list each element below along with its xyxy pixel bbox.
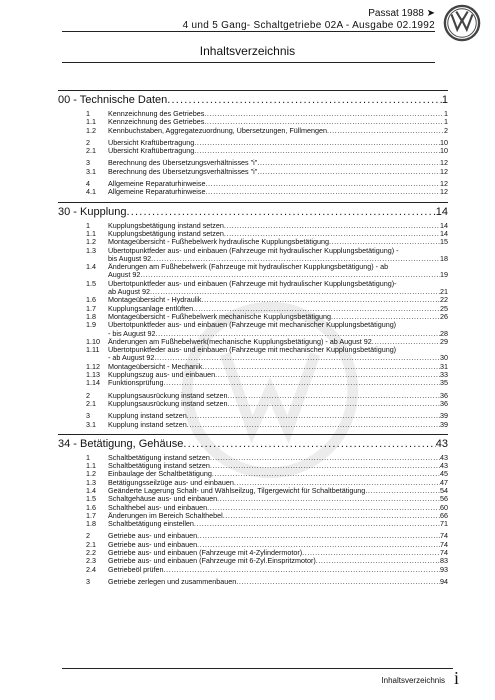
entry-page: 14 [440,221,448,230]
entry-page: 93 [440,565,448,574]
entry-title: Übertotpunktfeder aus- und einbauen (Fahrzeuge mit hydraulischer Kupplungsbetätigung) - [108,246,399,255]
entry-number: 1.5 [86,494,96,504]
entry-page: 10 [440,147,448,156]
entry-page: 83 [440,557,448,566]
toc-entry[interactable] [58,566,448,574]
toc-entry[interactable] [58,139,448,147]
entry-number: 3.1 [86,419,96,429]
leader-dots [187,412,440,420]
entry-number: 2.2 [86,548,96,558]
table-of-contents [58,90,448,591]
toc-entry[interactable] [58,147,448,155]
entry-number: 2.1 [86,539,96,549]
leader-dots [201,296,440,304]
entry-number: 1.10 [86,336,100,346]
section-heading[interactable] [58,202,448,218]
entry-number: 1.13 [86,370,100,380]
entry-title: Berechnung des Übersetzungsverhältnisses "i" [108,159,258,168]
toc-entry[interactable] [58,247,448,264]
entry-number: 1.6 [86,295,96,305]
leader-dots [197,532,440,540]
entry-number: 2.1 [86,146,96,156]
entry-title: Kupplungsausrückung instand setzen [108,399,228,408]
leader-dots [164,379,440,387]
entry-page: 19 [440,271,448,280]
entry-title: Montageübersicht - Fußhebelwerk hydraulische Kupplungsbetätigung [108,238,329,247]
leader-dots [202,363,440,371]
leader-dots [331,313,440,321]
leader-dots [217,495,440,503]
entry-title: Schaltbetätigung instand setzen [108,462,210,471]
entry-title: Montageübersicht - Fußhebelwerk mechanische Kupplungsbetätigung [108,312,331,321]
entry-number: 1.5 [86,278,96,288]
entry-title: Kupplungsausrückung instand setzen [108,391,228,400]
entry-page: 2 [444,126,448,135]
leader-dots [140,271,440,279]
leader-dots [150,288,440,296]
entry-number: 1 [86,220,90,230]
entry-page: 26 [440,312,448,321]
title-rule [62,62,435,63]
entry-title: Getriebe aus- und einbauen (Fahrzeuge mit 4-Zylindermotor) [108,549,303,558]
entry-title: Getriebe aus- und einbauen (Fahrzeuge mit 6-Zyl.Einspritzmotor) [108,557,316,566]
entry-page: 12 [440,159,448,168]
entry-number: 1.3 [86,245,96,255]
toc-entry[interactable] [58,487,448,495]
toc-entry[interactable] [58,313,448,321]
entry-page: 43 [440,462,448,471]
entry-title: Getriebe aus- und einbauen [108,540,198,549]
entry-title: Funktionsprüfung [108,379,164,388]
model-label: Passat 1988 ➤ [368,8,435,19]
footer-rule [62,668,453,669]
toc-section [58,90,448,197]
entry-page: 21 [440,288,448,297]
toc-entry[interactable] [58,222,448,230]
toc-entry[interactable] [58,421,448,429]
section-heading[interactable] [58,434,448,450]
entry-title: Allgemeine Reparaturhinweise [108,188,206,197]
toc-entry[interactable] [58,305,448,313]
entry-title: Änderungen am Fußhebelwerk (Fahrzeuge mit hydraulischer Kupplungsbetätigung) - ab [108,263,389,272]
entry-title: Übersicht Kraftübertragung [108,138,195,147]
toc-section [58,202,448,429]
leader-dots [316,557,440,565]
entry-page: 43 [440,453,448,462]
entry-number: 1.9 [86,320,96,330]
entry-page: 12 [440,188,448,197]
entry-title-cont: August 92 [108,271,141,280]
entry-page: 36 [440,391,448,400]
entry-number: 2 [86,390,90,400]
leader-dots [205,188,440,196]
entry-page: 1 [444,110,448,118]
entry-title: Übertotpunktfeder aus- und einbauen (Fahrzeuge mit mechanischer Kupplungsbetätigung) [108,321,397,330]
leader-dots [194,139,440,147]
section-label: 30 - Kupplung [58,205,127,218]
leader-dots [234,479,440,487]
entry-title: Kupplungszug aus- und einbauen [108,371,216,380]
leader-dots [223,512,440,520]
entry-title: Übersicht Kraftübertragung [108,147,195,156]
entry-page: 14 [440,229,448,238]
entry-title-cont: ab August 92 [108,288,150,297]
entry-number: 4.1 [86,187,96,197]
entry-page: 54 [440,486,448,495]
leader-dots [127,206,436,218]
section-page: 14 [435,205,448,218]
entry-number: 1.6 [86,502,96,512]
entry-page: 1 [444,118,448,127]
entry-number: 3 [86,411,90,421]
leader-dots [227,400,440,408]
toc-entry[interactable] [58,400,448,408]
leader-dots [329,238,440,246]
entry-page: 74 [440,549,448,558]
entry-number: 1.2 [86,237,96,247]
entry-title-cont: - bis August 92 [108,329,156,338]
entry-title: Übertotpunktfeder aus- und einbauen (Fahrzeuge mit hydraulischer Kupplungsbetätigung)- [108,279,397,288]
toc-entry[interactable] [58,296,448,304]
leader-dots [224,222,440,230]
entry-number: 2 [86,531,90,541]
entry-title: Übertotpunktfeder aus- und einbauen (Fahrzeuge mit mechanischer Kupplungsbetätigung) [108,346,397,355]
entry-number: 2.4 [86,564,96,574]
entry-title: Kennbuchstaben, Aggregatezuordnung, Übersetzungen, Füllmengen [108,126,327,135]
entry-page: 36 [440,399,448,408]
entry-number: 3 [86,576,90,586]
toc-entry[interactable] [58,557,448,565]
leader-dots [164,566,440,574]
leader-dots [207,504,440,512]
leader-dots [193,305,440,313]
toc-entry[interactable] [58,541,448,549]
leader-dots [194,147,440,155]
toc-entry[interactable] [58,549,448,557]
toc-entry[interactable] [58,321,448,338]
entry-number: 1 [86,452,90,462]
entry-page: 45 [440,470,448,479]
leader-dots [156,330,440,338]
leader-dots [151,255,440,263]
entry-page: 12 [440,180,448,189]
entry-title: Montageübersicht - Mechanik [108,362,203,371]
entry-page: 35 [440,379,448,388]
header-rule [62,31,435,32]
toc-entry[interactable] [58,159,448,167]
toc-entry[interactable] [58,392,448,400]
toc-entry[interactable] [58,532,448,540]
section-page: 43 [435,437,448,450]
toc-entry[interactable] [58,127,448,135]
entry-number: 1.1 [86,117,96,127]
page-title: Inhaltsverzeichnis [199,44,296,58]
leader-dots [204,110,444,118]
entry-number: 1.8 [86,519,96,529]
leader-dots [257,168,440,176]
entry-title: Kennzeichnung des Getriebes [108,110,205,118]
entry-page: 74 [440,540,448,549]
leader-dots [187,421,440,429]
leader-dots [372,338,440,346]
toc-entry[interactable] [58,230,448,238]
entry-title: Einbaulage der Schaltbetätigung [108,470,212,479]
leader-dots [194,520,440,528]
leader-dots [215,371,440,379]
entry-title: Allgemeine Reparaturhinweise [108,180,206,189]
entry-number: 3 [86,158,90,168]
entry-title: Änderungen am Fußhebelwerk(mechanische Kupplungsbetätigung) - ab August 92 [108,337,372,346]
entry-page: 12 [440,167,448,176]
entry-number: 2 [86,137,90,147]
toc-entry[interactable] [58,238,448,246]
entry-page: 66 [440,511,448,520]
toc-section [58,434,448,586]
entry-page: 22 [440,296,448,305]
entry-page: 15 [440,238,448,247]
entry-title: Schaltbetätigung instand setzen [108,453,210,462]
toc-entry[interactable] [58,495,448,503]
leader-dots [167,94,442,106]
entry-title: Getriebeöl prüfen [108,565,164,574]
entry-number: 1.8 [86,311,96,321]
leader-dots [236,578,440,586]
entry-page: 71 [440,520,448,529]
entry-page: 60 [440,503,448,512]
entry-page: 30 [440,354,448,363]
leader-dots [365,487,440,495]
entry-number: 1.7 [86,303,96,313]
toc-entry[interactable] [58,479,448,487]
entry-page: 33 [440,371,448,380]
entry-number: 1.12 [86,361,100,371]
toc-entry[interactable] [58,280,448,297]
entry-page: 10 [440,138,448,147]
entry-title: Kupplungsanlage entlüften [108,304,194,313]
entry-number: 1.1 [86,461,96,471]
entry-title: Schaltgehäuse aus- und einbauen [108,495,218,504]
entry-number: 1.4 [86,485,96,495]
leader-dots [154,354,440,362]
leader-dots [183,438,435,450]
toc-entry[interactable] [58,379,448,387]
entry-title: Kennzeichnung des Getriebes [108,118,205,127]
toc-entry[interactable] [58,520,448,528]
toc-entry[interactable] [58,338,448,346]
toc-entry[interactable] [58,462,448,470]
entry-page: 39 [440,420,448,429]
toc-entry[interactable] [58,118,448,126]
toc-entry[interactable] [58,363,448,371]
entry-title: Berechnung des Übersetzungsverhältnisses "i" [108,167,258,176]
entry-number: 2.1 [86,398,96,408]
entry-title: Schaltbetätigung einstellen [108,520,194,529]
toc-entry[interactable] [58,470,448,478]
entry-number: 1.1 [86,228,96,238]
entry-title: Kupplung instand setzen [108,420,187,429]
toc-entry[interactable] [58,188,448,196]
entry-title: Kupplungsbetätigung instand setzen [108,221,224,230]
page-number-mark: i [453,668,459,688]
toc-entry[interactable] [58,504,448,512]
entry-number: 1.2 [86,469,96,479]
entry-number: 1.14 [86,378,100,388]
leader-dots [197,541,440,549]
toc-entry[interactable] [58,263,448,280]
toc-entry[interactable] [58,578,448,586]
leader-dots [257,159,440,167]
leader-dots [212,470,440,478]
page-footer [0,668,495,692]
leader-dots [227,392,440,400]
entry-title: Schalthebel aus- und einbauen [108,503,208,512]
entry-number: 2.3 [86,556,96,566]
entry-title: Geänderte Lagerung Schalt- und Wählseilzug, Tilgergewicht für Schaltbetätigung [108,486,366,495]
entry-title: Getriebe aus- und einbauen [108,532,198,541]
section-label: 00 - Technische Daten [58,94,168,106]
entry-title-cont: - ab August 92 [108,354,155,363]
entry-title: Montageübersicht - Hydraulik [108,296,202,305]
entry-number: 1.3 [86,477,96,487]
footer-label: Inhaltsverzeichnis [381,676,445,685]
section-heading[interactable] [58,90,448,106]
leader-dots [302,549,440,557]
leader-dots [204,118,444,126]
entry-number: 1.7 [86,510,96,520]
entry-number: 1.4 [86,262,96,272]
leader-dots [327,127,444,135]
toc-entry[interactable] [58,454,448,462]
entry-page: 39 [440,412,448,421]
leader-dots [210,462,440,470]
leader-dots [205,180,440,188]
entry-page: 74 [440,532,448,541]
section-page: 1 [441,94,448,106]
entry-title: Änderungen im Bereich Schalthebel [108,511,223,520]
entry-page: 25 [440,304,448,313]
entry-page: 94 [440,577,448,586]
toc-entry[interactable] [58,346,448,363]
entry-title-cont: bis August 92 [108,254,152,263]
leader-dots [210,454,440,462]
section-label: 34 - Betätigung, Gehäuse [58,437,184,450]
entry-number: 3.1 [86,166,96,176]
entry-page: 29 [440,337,448,346]
toc-entry[interactable] [58,412,448,420]
entry-number: 1 [86,109,90,118]
entry-title: Kupplung instand setzen [108,412,187,421]
entry-number: 1.2 [86,125,96,135]
toc-entry[interactable] [58,371,448,379]
entry-title: Kupplungsbetätigung instand setzen [108,229,224,238]
entry-title: Betätigungsseilzüge aus- und einbauen [108,478,234,487]
toc-entry[interactable] [58,168,448,176]
entry-page: 56 [440,495,448,504]
leader-dots [224,230,440,238]
entry-page: 47 [440,478,448,487]
entry-number: 1.11 [86,345,100,355]
document-subtitle: 4 und 5 Gang- Schaltgetriebe 02A - Ausgabe 02.1992 [182,20,435,31]
toc-entry[interactable] [58,110,448,118]
entry-title: Getriebe zerlegen und zusammenbauen [108,577,237,586]
toc-entry[interactable] [58,512,448,520]
entry-page: 31 [440,362,448,371]
entry-page: 18 [440,254,448,263]
vw-logo-icon [443,4,481,42]
entry-page: 28 [440,329,448,338]
entry-number: 4 [86,179,90,189]
toc-entry[interactable] [58,180,448,188]
